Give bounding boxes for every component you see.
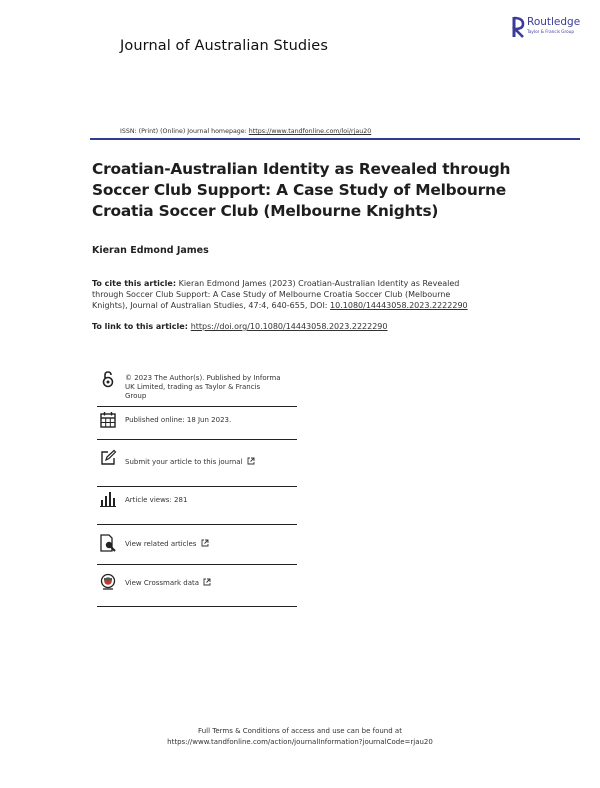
calendar-icon [99, 411, 117, 429]
routledge-logo-icon [512, 16, 525, 38]
related-text: View related articles [125, 540, 197, 548]
license-text [125, 374, 280, 401]
related-link[interactable] [125, 539, 209, 549]
license-line: Group [125, 392, 147, 400]
article-views: Article views: 281 [125, 496, 188, 504]
submit-text: Submit your article to this journal [125, 458, 243, 466]
publisher-name: Routledge [527, 16, 581, 28]
license-item [97, 366, 297, 407]
article-doi-link[interactable]: https://doi.org/10.1080/14443058.2023.2222290 [190, 322, 388, 331]
doi-link[interactable]: 10.1080/14443058.2023.2222290 [330, 301, 468, 310]
header-divider [90, 138, 580, 140]
submit-link[interactable] [125, 457, 255, 467]
submit-item[interactable] [97, 439, 297, 487]
publisher-tagline: Taylor & Francis Group [527, 29, 575, 34]
license-line: © 2023 The Author(s). Published by Informa [125, 374, 281, 382]
citation-text: Kieran Edmond James (2023) Croatian-Australian Identity as Revealed [176, 279, 460, 288]
link-label: To link to this article: [92, 322, 191, 331]
citation-label: To cite this article: [92, 279, 177, 288]
document-search-icon [99, 534, 117, 552]
citation-line [92, 300, 522, 311]
footer-journal-link[interactable]: https://www.tandfonline.com/action/journalInformation?journalCode=rjau20 [167, 738, 433, 746]
bar-chart-icon [99, 490, 117, 508]
citation-text: Knights), Journal of Australian Studies, 47:4, 640-655, DOI: [92, 301, 331, 310]
footer [0, 726, 600, 748]
crossmark-icon [99, 573, 117, 591]
journal-homepage-link[interactable]: https://www.tandfonline.com/loi/rjau20 [248, 128, 372, 135]
citation-line [92, 278, 522, 289]
external-link-icon [201, 539, 209, 547]
issn-line [120, 128, 371, 135]
title-line: Soccer Club Support: A Case Study of Melbourne [92, 181, 507, 199]
title-line: Croatia Soccer Club (Melbourne Knights) [92, 202, 439, 220]
external-link-icon [203, 578, 211, 586]
crossmark-item[interactable] [97, 564, 297, 607]
related-item[interactable] [97, 524, 297, 565]
citation-block [92, 278, 522, 311]
title-line: Croatian-Australian Identity as Revealed through [92, 160, 511, 178]
author-name: Kieran Edmond James [92, 245, 209, 256]
edit-icon [99, 449, 117, 467]
article-title [92, 159, 532, 222]
issn-text: ISSN: (Print) (Online) Journal homepage: [120, 128, 249, 135]
license-line: UK Limited, trading as Taylor & Francis [125, 383, 261, 391]
published-item [97, 406, 297, 440]
link-line [92, 322, 388, 331]
open-access-icon [99, 370, 117, 388]
crossmark-link[interactable] [125, 578, 211, 588]
footer-terms: Full Terms & Conditions of access and use can be found at [198, 727, 402, 735]
crossmark-text: View Crossmark data [125, 579, 200, 587]
journal-title: Journal of Australian Studies [120, 38, 328, 54]
published-date: Published online: 18 Jun 2023. [125, 416, 232, 424]
publisher-logo[interactable] [512, 16, 592, 42]
views-item [97, 486, 297, 525]
citation-line: through Soccer Club Support: A Case Study of Melbourne Croatia Soccer Club (Melbourne [92, 290, 451, 299]
external-link-icon [247, 457, 255, 465]
